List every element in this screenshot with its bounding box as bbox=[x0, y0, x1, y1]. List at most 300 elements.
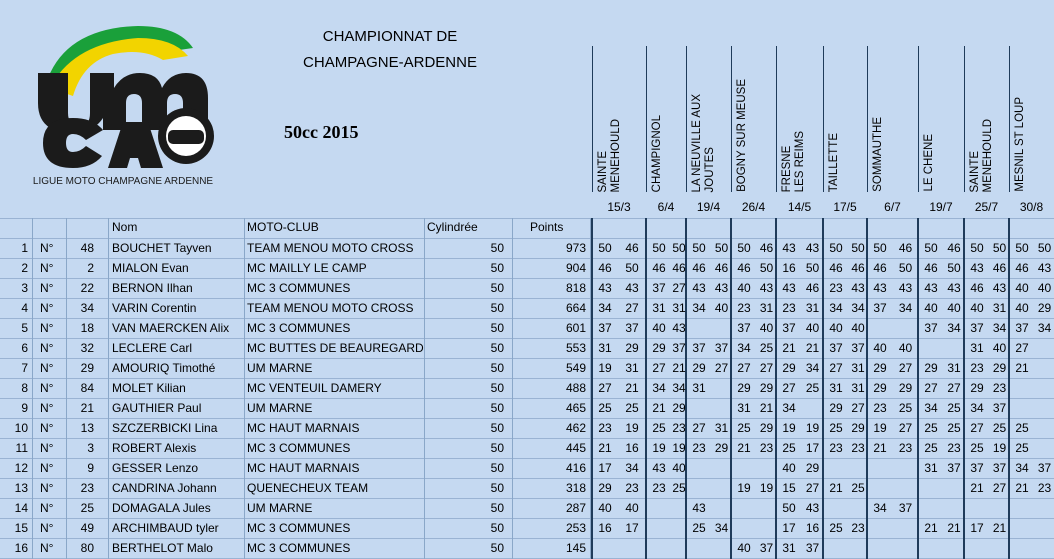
race-score: 17 bbox=[625, 521, 639, 535]
rider-name: GESSER Lenzo bbox=[112, 461, 199, 475]
cylindree: 50 bbox=[490, 301, 504, 315]
race-score: 29 bbox=[625, 341, 639, 355]
race-score: 34 bbox=[598, 301, 612, 315]
race-score: 37 bbox=[898, 501, 913, 515]
race-score: 50 bbox=[829, 241, 843, 255]
venue-divider bbox=[963, 218, 965, 559]
number-prefix: N° bbox=[40, 441, 54, 455]
race-score: 23 bbox=[625, 481, 639, 495]
rank: 9 bbox=[21, 401, 28, 415]
race-score: 23 bbox=[672, 421, 686, 435]
race-score: 40 bbox=[1015, 281, 1029, 295]
race-score: 17 bbox=[970, 521, 984, 535]
rank: 1 bbox=[21, 241, 28, 255]
venue-date: 26/4 bbox=[741, 200, 766, 214]
race-score: 27 bbox=[898, 421, 913, 435]
rider-number: 9 bbox=[87, 461, 94, 475]
points-total: 549 bbox=[565, 361, 586, 375]
svg-text:LIGUE MOTO CHAMPAGNE ARDENNE: LIGUE MOTO CHAMPAGNE ARDENNE bbox=[32, 176, 214, 187]
moto-club: QUENECHEUX TEAM bbox=[247, 481, 369, 495]
race-score: 43 bbox=[970, 261, 984, 275]
race-score: 29 bbox=[759, 421, 774, 435]
number-prefix: N° bbox=[40, 241, 54, 255]
title-line-1: CHAMPIONNAT DE bbox=[322, 28, 458, 45]
rank: 15 bbox=[14, 521, 28, 535]
header-points: Points bbox=[530, 220, 564, 234]
race-score: 43 bbox=[898, 281, 913, 295]
race-score: 50 bbox=[898, 261, 913, 275]
race-score: 37 bbox=[625, 321, 639, 335]
race-score: 43 bbox=[992, 281, 1007, 295]
race-score: 34 bbox=[1037, 321, 1052, 335]
points-total: 664 bbox=[565, 301, 586, 315]
race-score: 21 bbox=[652, 401, 666, 415]
column-divider bbox=[424, 218, 425, 559]
race-score: 31 bbox=[851, 381, 865, 395]
race-score: 25 bbox=[947, 401, 961, 415]
race-score: 34 bbox=[851, 301, 865, 315]
race-score: 25 bbox=[898, 401, 913, 415]
race-score: 23 bbox=[737, 301, 751, 315]
race-score: 25 bbox=[924, 421, 938, 435]
race-score: 43 bbox=[924, 281, 938, 295]
race-score: 46 bbox=[692, 261, 706, 275]
rank: 5 bbox=[21, 321, 28, 335]
race-score: 37 bbox=[829, 341, 843, 355]
column-divider bbox=[512, 218, 513, 559]
race-score: 43 bbox=[805, 501, 820, 515]
race-score: 46 bbox=[970, 281, 984, 295]
rider-name: AMOURIQ Timothé bbox=[112, 361, 216, 375]
race-score: 37 bbox=[970, 461, 984, 475]
number-prefix: N° bbox=[40, 281, 54, 295]
points-total: 465 bbox=[565, 401, 586, 415]
moto-club: MC VENTEUIL DAMERY bbox=[247, 381, 382, 395]
race-score: 31 bbox=[805, 301, 820, 315]
venue-header bbox=[918, 46, 965, 192]
venue-date: 19/4 bbox=[696, 200, 721, 214]
race-score: 34 bbox=[625, 461, 639, 475]
moto-club: MC 3 COMMUNES bbox=[247, 321, 351, 335]
cylindree: 50 bbox=[490, 521, 504, 535]
race-score: 50 bbox=[737, 241, 751, 255]
points-total: 818 bbox=[565, 281, 586, 295]
race-score: 50 bbox=[625, 261, 639, 275]
cylindree: 50 bbox=[490, 541, 504, 555]
race-score: 43 bbox=[805, 241, 820, 255]
race-score: 25 bbox=[598, 401, 612, 415]
race-score: 34 bbox=[737, 341, 751, 355]
race-score: 25 bbox=[829, 421, 843, 435]
venue-name: TAILLETTE bbox=[828, 132, 840, 192]
race-score: 34 bbox=[692, 301, 706, 315]
race-score: 21 bbox=[829, 481, 843, 495]
race-score: 19 bbox=[598, 361, 612, 375]
race-score: 43 bbox=[1037, 261, 1052, 275]
race-score: 16 bbox=[782, 261, 796, 275]
cylindree: 50 bbox=[490, 421, 504, 435]
race-score: 21 bbox=[805, 341, 820, 355]
race-score: 43 bbox=[782, 281, 796, 295]
race-score: 25 bbox=[924, 441, 938, 455]
rider-number: 49 bbox=[80, 521, 94, 535]
race-score: 19 bbox=[805, 421, 820, 435]
race-score: 23 bbox=[782, 301, 796, 315]
race-score: 25 bbox=[805, 381, 820, 395]
race-score: 21 bbox=[625, 381, 639, 395]
race-score: 40 bbox=[947, 301, 961, 315]
race-score: 31 bbox=[829, 381, 843, 395]
race-score: 46 bbox=[759, 241, 774, 255]
moto-club: TEAM MENOU MOTO CROSS bbox=[247, 301, 414, 315]
race-score: 31 bbox=[737, 401, 751, 415]
race-score: 34 bbox=[898, 301, 913, 315]
race-score: 37 bbox=[737, 321, 751, 335]
race-score: 21 bbox=[970, 481, 984, 495]
cylindree: 50 bbox=[490, 361, 504, 375]
venue-date: 15/3 bbox=[607, 200, 631, 214]
race-score: 50 bbox=[947, 261, 961, 275]
race-score: 23 bbox=[829, 441, 843, 455]
race-score: 40 bbox=[805, 321, 820, 335]
race-score: 37 bbox=[598, 321, 612, 335]
points-total: 488 bbox=[565, 381, 586, 395]
cylindree: 50 bbox=[490, 381, 504, 395]
venue-divider bbox=[645, 218, 647, 559]
race-score: 40 bbox=[737, 541, 751, 555]
race-score: 46 bbox=[652, 261, 666, 275]
race-score: 50 bbox=[672, 241, 686, 255]
rider-name: MIALON Evan bbox=[112, 261, 189, 275]
race-score: 29 bbox=[992, 361, 1007, 375]
race-score: 34 bbox=[672, 381, 686, 395]
number-prefix: N° bbox=[40, 421, 54, 435]
race-score: 25 bbox=[625, 401, 639, 415]
race-score: 29 bbox=[598, 481, 612, 495]
race-score: 40 bbox=[1015, 301, 1029, 315]
race-score: 37 bbox=[992, 461, 1007, 475]
race-score: 31 bbox=[652, 301, 666, 315]
venue-date: 25/7 bbox=[974, 200, 999, 214]
race-score: 23 bbox=[652, 481, 666, 495]
race-score: 50 bbox=[652, 241, 666, 255]
cylindree: 50 bbox=[490, 321, 504, 335]
race-score: 40 bbox=[672, 461, 686, 475]
moto-club: UM MARNE bbox=[247, 401, 313, 415]
rank: 16 bbox=[14, 541, 28, 555]
race-score: 34 bbox=[873, 501, 887, 515]
rider-name: GAUTHIER Paul bbox=[112, 401, 202, 415]
race-score: 46 bbox=[992, 261, 1007, 275]
venue-divider bbox=[591, 218, 593, 559]
cylindree: 50 bbox=[490, 341, 504, 355]
header-club: MOTO-CLUB bbox=[247, 220, 319, 234]
race-score: 21 bbox=[924, 521, 938, 535]
race-score: 37 bbox=[714, 341, 729, 355]
points-total: 318 bbox=[565, 481, 586, 495]
race-score: 43 bbox=[947, 281, 961, 295]
race-score: 40 bbox=[924, 301, 938, 315]
points-total: 601 bbox=[565, 321, 586, 335]
race-score: 40 bbox=[1037, 281, 1052, 295]
number-prefix: N° bbox=[40, 501, 54, 515]
race-score: 23 bbox=[1037, 481, 1052, 495]
points-total: 145 bbox=[565, 541, 586, 555]
race-score: 43 bbox=[714, 281, 729, 295]
number-prefix: N° bbox=[40, 401, 54, 415]
rank: 8 bbox=[21, 381, 28, 395]
race-score: 29 bbox=[873, 361, 887, 375]
race-score: 50 bbox=[992, 241, 1007, 255]
race-score: 46 bbox=[898, 241, 913, 255]
race-score: 46 bbox=[672, 261, 686, 275]
cylindree: 50 bbox=[490, 461, 504, 475]
race-score: 27 bbox=[672, 281, 686, 295]
moto-club: MC HAUT MARNAIS bbox=[247, 421, 360, 435]
race-score: 29 bbox=[782, 361, 796, 375]
race-score: 40 bbox=[873, 341, 887, 355]
race-score: 43 bbox=[598, 281, 612, 295]
venue-date: 14/5 bbox=[787, 200, 812, 214]
column-divider bbox=[32, 218, 33, 559]
race-score: 21 bbox=[1015, 361, 1029, 375]
cylindree: 50 bbox=[490, 441, 504, 455]
ligue-logo bbox=[28, 18, 218, 188]
race-score: 50 bbox=[805, 261, 820, 275]
race-score: 46 bbox=[829, 261, 843, 275]
race-score: 46 bbox=[947, 241, 961, 255]
race-score: 27 bbox=[970, 421, 984, 435]
race-score: 31 bbox=[692, 381, 706, 395]
race-score: 43 bbox=[851, 281, 865, 295]
rank: 2 bbox=[21, 261, 28, 275]
number-prefix: N° bbox=[40, 321, 54, 335]
race-score: 31 bbox=[598, 341, 612, 355]
race-score: 27 bbox=[759, 361, 774, 375]
race-score: 25 bbox=[737, 421, 751, 435]
race-score: 19 bbox=[625, 421, 639, 435]
race-score: 17 bbox=[805, 441, 820, 455]
venue-name: SAINTE MENEHOULD bbox=[597, 118, 622, 192]
rider-name: SZCZERBICKI Lina bbox=[112, 421, 218, 435]
points-total: 253 bbox=[565, 521, 586, 535]
venue-date: 30/8 bbox=[1019, 200, 1044, 214]
venue-name: LE CHENE bbox=[923, 134, 935, 192]
rank: 4 bbox=[21, 301, 28, 315]
race-score: 37 bbox=[782, 321, 796, 335]
race-score: 23 bbox=[829, 281, 843, 295]
number-prefix: N° bbox=[40, 381, 54, 395]
rider-name: ARCHIMBAUD tyler bbox=[112, 521, 219, 535]
rider-number: 18 bbox=[80, 321, 94, 335]
rank: 12 bbox=[14, 461, 28, 475]
race-score: 31 bbox=[992, 301, 1007, 315]
rider-number: 2 bbox=[87, 261, 94, 275]
points-total: 416 bbox=[565, 461, 586, 475]
race-score: 21 bbox=[759, 401, 774, 415]
rider-name: BOUCHET Tayven bbox=[112, 241, 212, 255]
rider-name: BERTHELOT Malo bbox=[112, 541, 213, 555]
column-divider bbox=[108, 218, 109, 559]
race-score: 21 bbox=[672, 361, 686, 375]
race-score: 29 bbox=[924, 361, 938, 375]
venue-header bbox=[823, 46, 868, 192]
race-score: 21 bbox=[1015, 481, 1029, 495]
number-prefix: N° bbox=[40, 301, 54, 315]
venue-name: SOMMAUTHE bbox=[872, 117, 884, 192]
race-score: 31 bbox=[924, 461, 938, 475]
points-total: 445 bbox=[565, 441, 586, 455]
race-score: 27 bbox=[898, 361, 913, 375]
race-score: 25 bbox=[992, 421, 1007, 435]
rank: 7 bbox=[21, 361, 28, 375]
rider-number: 25 bbox=[80, 501, 94, 515]
race-score: 31 bbox=[970, 341, 984, 355]
points-total: 462 bbox=[565, 421, 586, 435]
race-score: 40 bbox=[782, 461, 796, 475]
rider-name: BERNON Ilhan bbox=[112, 281, 193, 295]
venue-name: LA NEUVILLE AUX JOUTES bbox=[691, 93, 716, 192]
rank: 10 bbox=[14, 421, 28, 435]
race-score: 29 bbox=[805, 461, 820, 475]
number-prefix: N° bbox=[40, 361, 54, 375]
race-score: 23 bbox=[851, 521, 865, 535]
race-score: 50 bbox=[714, 241, 729, 255]
race-score: 37 bbox=[1037, 461, 1052, 475]
race-score: 27 bbox=[829, 361, 843, 375]
venue-date: 19/7 bbox=[929, 200, 953, 214]
race-score: 16 bbox=[598, 521, 612, 535]
race-score: 46 bbox=[924, 261, 938, 275]
race-score: 50 bbox=[924, 241, 938, 255]
venue-header bbox=[867, 46, 919, 192]
race-score: 43 bbox=[625, 281, 639, 295]
race-score: 34 bbox=[782, 401, 796, 415]
race-score: 27 bbox=[652, 361, 666, 375]
rider-number: 32 bbox=[80, 341, 94, 355]
race-score: 37 bbox=[759, 541, 774, 555]
moto-club: UM MARNE bbox=[247, 361, 313, 375]
race-score: 25 bbox=[970, 441, 984, 455]
rank: 13 bbox=[14, 481, 28, 495]
race-score: 37 bbox=[652, 281, 666, 295]
race-score: 46 bbox=[851, 261, 865, 275]
race-score: 29 bbox=[851, 421, 865, 435]
race-score: 23 bbox=[992, 381, 1007, 395]
race-score: 29 bbox=[873, 381, 887, 395]
rider-number: 23 bbox=[80, 481, 94, 495]
race-score: 25 bbox=[652, 421, 666, 435]
race-score: 46 bbox=[714, 261, 729, 275]
race-score: 19 bbox=[652, 441, 666, 455]
venue-header bbox=[592, 46, 647, 192]
moto-club: MC 3 COMMUNES bbox=[247, 541, 351, 555]
race-score: 34 bbox=[1015, 461, 1029, 475]
race-score: 23 bbox=[947, 441, 961, 455]
race-score: 50 bbox=[598, 241, 612, 255]
rider-name: CANDRINA Johann bbox=[112, 481, 217, 495]
race-score: 34 bbox=[947, 321, 961, 335]
race-score: 19 bbox=[992, 441, 1007, 455]
venue-divider bbox=[822, 218, 824, 559]
moto-club: UM MARNE bbox=[247, 501, 313, 515]
venue-date: 6/4 bbox=[657, 200, 675, 214]
number-prefix: N° bbox=[40, 461, 54, 475]
race-score: 43 bbox=[759, 281, 774, 295]
venue-header bbox=[776, 46, 824, 192]
race-score: 25 bbox=[851, 481, 865, 495]
points-total: 287 bbox=[565, 501, 586, 515]
rider-name: LECLERE Carl bbox=[112, 341, 193, 355]
race-score: 50 bbox=[759, 261, 774, 275]
race-score: 16 bbox=[805, 521, 820, 535]
race-score: 46 bbox=[598, 261, 612, 275]
race-score: 31 bbox=[851, 361, 865, 375]
number-prefix: N° bbox=[40, 261, 54, 275]
number-prefix: N° bbox=[40, 521, 54, 535]
race-score: 37 bbox=[970, 321, 984, 335]
race-score: 27 bbox=[924, 381, 938, 395]
title-line-2: CHAMPAGNE-ARDENNE bbox=[303, 54, 477, 71]
race-score: 23 bbox=[759, 441, 774, 455]
header-name: Nom bbox=[112, 220, 138, 234]
points-total: 553 bbox=[565, 341, 586, 355]
moto-club: TEAM MENOU MOTO CROSS bbox=[247, 241, 414, 255]
cylindree: 50 bbox=[490, 481, 504, 495]
race-score: 21 bbox=[737, 441, 751, 455]
race-score: 50 bbox=[692, 241, 706, 255]
rider-number: 48 bbox=[80, 241, 94, 255]
race-score: 21 bbox=[947, 521, 961, 535]
rider-number: 80 bbox=[80, 541, 94, 555]
rider-number: 13 bbox=[80, 421, 94, 435]
rider-number: 21 bbox=[80, 401, 94, 415]
race-score: 15 bbox=[782, 481, 796, 495]
number-prefix: N° bbox=[40, 541, 54, 555]
venue-header bbox=[646, 46, 687, 192]
cylindree: 50 bbox=[490, 281, 504, 295]
race-score: 40 bbox=[714, 301, 729, 315]
rider-number: 3 bbox=[87, 441, 94, 455]
race-score: 31 bbox=[672, 301, 686, 315]
race-score: 37 bbox=[947, 461, 961, 475]
race-score: 27 bbox=[992, 481, 1007, 495]
race-score: 34 bbox=[924, 401, 938, 415]
race-score: 27 bbox=[947, 381, 961, 395]
race-score: 40 bbox=[598, 501, 612, 515]
race-score: 29 bbox=[714, 441, 729, 455]
race-score: 37 bbox=[924, 321, 938, 335]
race-score: 43 bbox=[873, 281, 887, 295]
cylindree: 50 bbox=[490, 401, 504, 415]
race-score: 37 bbox=[672, 341, 686, 355]
race-score: 40 bbox=[759, 321, 774, 335]
venue-name: FRESNE LES REIMS bbox=[781, 130, 806, 192]
race-score: 21 bbox=[992, 521, 1007, 535]
race-score: 25 bbox=[1015, 421, 1029, 435]
race-score: 17 bbox=[782, 521, 796, 535]
race-score: 29 bbox=[898, 381, 913, 395]
moto-club: MC 3 COMMUNES bbox=[247, 441, 351, 455]
number-prefix: N° bbox=[40, 481, 54, 495]
race-score: 23 bbox=[851, 441, 865, 455]
race-score: 43 bbox=[672, 321, 686, 335]
race-score: 19 bbox=[737, 481, 751, 495]
race-score: 46 bbox=[805, 281, 820, 295]
moto-club: MC 3 COMMUNES bbox=[247, 281, 351, 295]
points-total: 973 bbox=[565, 241, 586, 255]
race-score: 31 bbox=[947, 361, 961, 375]
